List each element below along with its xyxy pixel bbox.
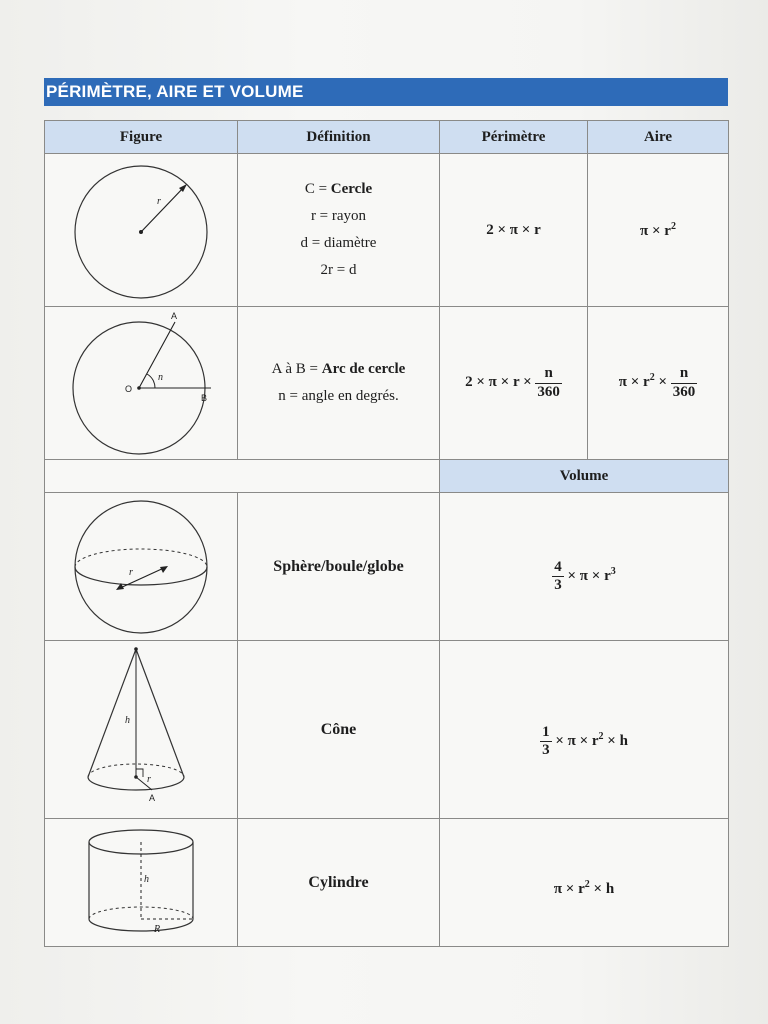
name-cylindre: Cylindre bbox=[238, 819, 440, 947]
cylinder-radius-label: R bbox=[154, 923, 161, 935]
arc-angle-label: n bbox=[158, 372, 163, 383]
name-sphere: Sphère/boule/globe bbox=[238, 493, 440, 641]
header-aire: Aire bbox=[588, 121, 729, 154]
header-row bbox=[45, 121, 729, 154]
volume-header-spacer bbox=[45, 460, 440, 493]
sphere-radius-label: r bbox=[129, 566, 133, 578]
circle-figure bbox=[66, 160, 216, 300]
perimetre-cercle: 2 × π × r bbox=[440, 154, 588, 307]
def-cercle-line3: d = diamètre bbox=[300, 235, 377, 251]
row-cercle bbox=[45, 154, 729, 307]
def-arc-line2: n = angle en degrés. bbox=[278, 388, 399, 404]
aire-cercle: $\pi \times r^2$ bbox=[588, 154, 729, 307]
formula-table bbox=[44, 120, 729, 947]
def-cercle-line1: C = Cercle bbox=[304, 181, 373, 197]
name-cone: Cône bbox=[238, 641, 440, 819]
cylinder-height-label: h bbox=[144, 873, 149, 885]
volume-cylindre: $\pi \times r^2 \times h$ bbox=[440, 819, 729, 947]
cone-figure bbox=[66, 645, 216, 815]
row-cone bbox=[45, 641, 729, 819]
cone-radius-label: r bbox=[147, 773, 151, 785]
circle-radius-label: r bbox=[157, 196, 161, 207]
volume-sphere: $\frac{4}{3}$ × $\pi \times r^3$ bbox=[440, 493, 729, 641]
header-definition: Définition bbox=[238, 121, 440, 154]
row-arc bbox=[45, 307, 729, 460]
cone-point-label: A bbox=[149, 792, 156, 803]
figure-sphere-cell bbox=[45, 493, 238, 641]
definition-cercle bbox=[238, 154, 440, 307]
def-cercle-line4: 2r = d bbox=[320, 262, 357, 278]
cone-height-label: h bbox=[125, 714, 130, 726]
figure-cylindre-cell bbox=[45, 819, 238, 947]
definition-arc bbox=[238, 307, 440, 460]
perimetre-arc: 2 × π × r × $\frac{n}{360}$ bbox=[440, 307, 588, 460]
arc-center-label: O bbox=[125, 384, 133, 394]
figure-arc-cell bbox=[45, 307, 238, 460]
aire-arc: $\pi \times r^2$ × $\frac{n}{360}$ bbox=[588, 307, 729, 460]
sphere-figure bbox=[66, 497, 216, 637]
volume-cone: $\frac{1}{3}$ × $\pi \times r^2 \times h$ bbox=[440, 641, 729, 819]
row-cylindre bbox=[45, 819, 729, 947]
figure-cone-cell bbox=[45, 641, 238, 819]
header-volume: Volume bbox=[440, 460, 729, 493]
volume-header-row bbox=[45, 460, 729, 493]
section-banner: PÉRIMÈTRE, AIRE ET VOLUME bbox=[44, 78, 728, 106]
row-sphere bbox=[45, 493, 729, 641]
figure-cercle-cell bbox=[45, 154, 238, 307]
arc-point-a-label: A bbox=[171, 311, 178, 321]
arc-point-b-label: B bbox=[201, 393, 208, 403]
header-figure: Figure bbox=[45, 121, 238, 154]
def-cercle-line2: r = rayon bbox=[310, 208, 367, 224]
def-arc-line1: A à B = Arc de cercle bbox=[271, 361, 406, 377]
arc-figure bbox=[61, 310, 221, 456]
header-perimetre: Périmètre bbox=[440, 121, 588, 154]
cylinder-figure bbox=[66, 824, 216, 942]
